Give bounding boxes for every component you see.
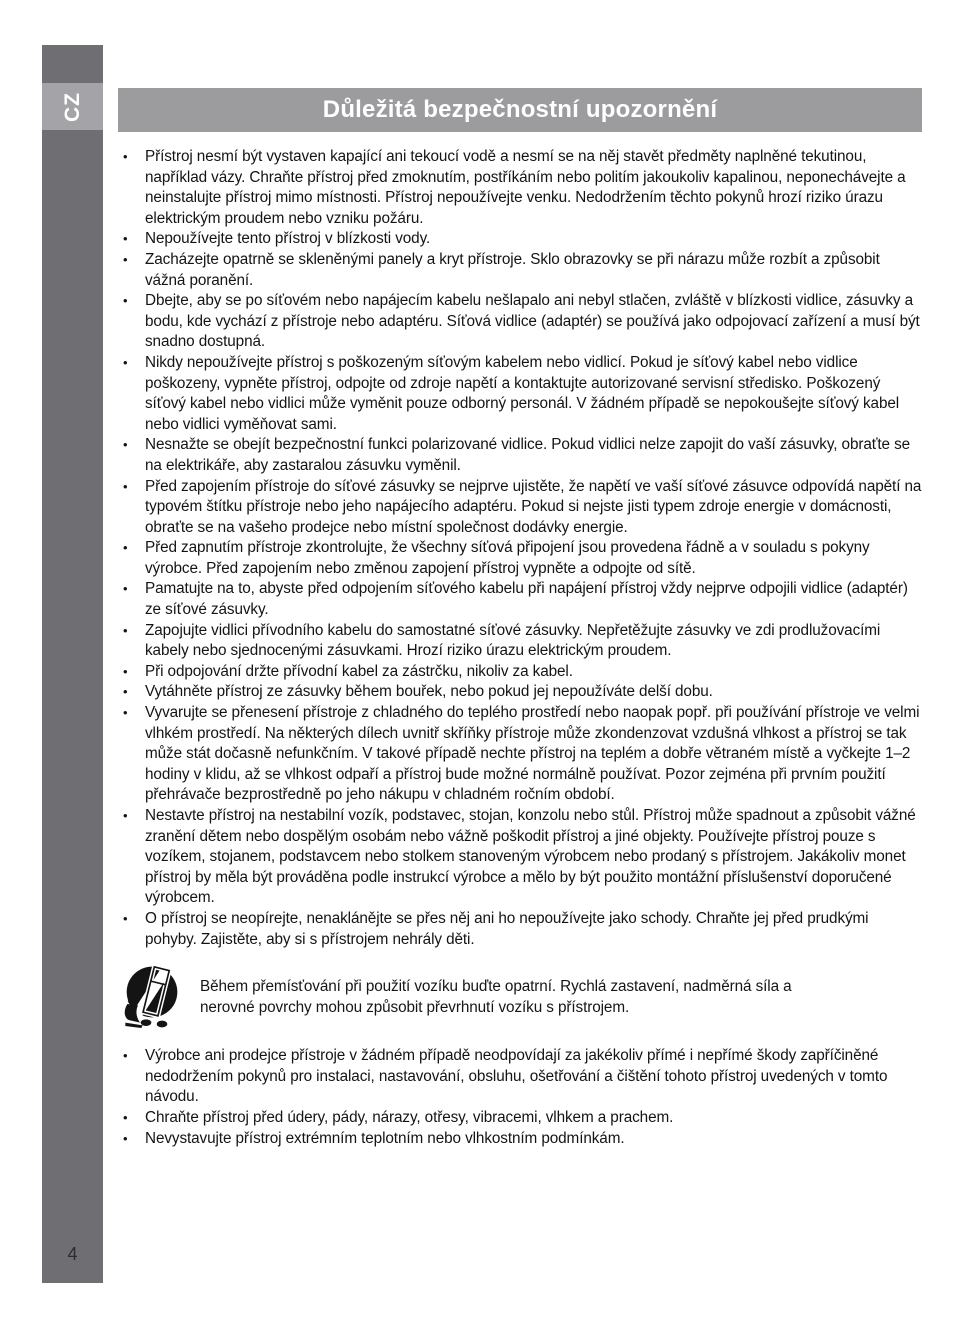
list-item (118, 909, 922, 950)
cart-tip-warning-icon (118, 962, 200, 1033)
bullet-marker: • (123, 437, 128, 453)
bullet-text: Vyvarujte se přenesení přístroje z chladného do teplého prostředí nebo naopak popř. při používání přístroje ve velmi vlhkém prostředí. Na některých dílech uvnitř skříňky přístroje může zkondenzovat vzdušná vlhkost a přístroj se tak může stát dočasně nefunkčním. V takové případě nechte přístroj na teplém a dobře větraném místě a vyčkejte 1–2 hodiny v klidu, až se vlhkost odpaří a přístroj bude možné normálně používat. Pozor zejména při prvním použití přehrávače bezprostředně po jeho nákupu v chladném ročním období. (145, 704, 920, 804)
list-item (118, 682, 922, 703)
safety-bullet-list-bottom (118, 1046, 922, 1149)
list-item (118, 621, 922, 662)
bullet-marker: • (123, 663, 128, 679)
bullet-text: Vytáhněte přístroj ze zásuvky během bouřek, nebo pokud jej nepoužíváte delší dobu. (145, 683, 713, 701)
bullet-marker: • (123, 684, 128, 700)
bullet-marker: • (123, 293, 128, 309)
bullet-marker: • (123, 149, 128, 164)
list-item (118, 435, 922, 476)
list-item (118, 703, 922, 806)
bullet-text: Nesnažte se obejít bezpečnostní funkci polarizované vidlice. Pokud vidlici nelze zapojit do vaší zásuvky, obraťte se na elektrikáře, aby zastaralou zásuvku vyměnil. (145, 436, 911, 474)
language-tab (42, 83, 103, 130)
bullet-text: Nevystavujte přístroj extrémním teplotním nebo vlhkostním podmínkám. (145, 1129, 625, 1147)
safety-bullet-list-top (118, 147, 922, 950)
bullet-marker: • (123, 251, 128, 267)
bullet-text: Výrobce ani prodejce přístroje v žádném případě neodpovídají za jakékoliv přímé i nepřímé škody zapříčiněné nedodržením pokynů pro instalaci, nastavování, obsluhu, ošetřování a čištění tohoto přístroj uvedených v tomto návodu. (145, 1047, 888, 1106)
bullet-marker: • (123, 1048, 128, 1064)
bullet-text: Při odpojování držte přívodní kabel za zástrčku, nikoliv za kabel. (145, 662, 573, 680)
bullet-text: Zapojujte vidlici přívodního kabelu do samostatné síťové zásuvky. Nepřetěžujte zásuvky ve zdi prodlužovacími kabely nebo sjednocenými zásuvkami. Hrozí riziko úrazu elektrickým proudem. (145, 621, 881, 660)
page-title: Důležitá bezpečnostní upozornění (322, 96, 718, 123)
bullet-text: Nikdy nepoužívejte přístroj s poškozeným síťovým kabelem nebo vidlicí. Pokud je síťový kabel nebo vidlice poškozeny, vypněte přístroj, odpojte od zdroje napětí a kontaktujte autorizované servisní středisko. Poškozený síťový kabel nebo vidlici může vyměnit pouze odborný personál. V žádném případě se nepokoušejte síťový kabel nebo vidlici vyměňovat sami. (145, 353, 900, 433)
section-header-bar (118, 88, 922, 132)
bullet-marker: • (123, 540, 128, 556)
bullet-marker: • (123, 354, 128, 370)
bullet-marker: • (123, 1130, 128, 1146)
bullet-marker: • (123, 581, 128, 597)
list-item (118, 291, 922, 353)
bullet-text: Pamatujte na to, abyste před odpojením síťového kabelu při napájení přístroj vždy nejprve odpojili vidlice (adaptér) ze síťové zásuvky. (145, 580, 908, 619)
language-tab-label: CZ (60, 91, 84, 122)
list-item (118, 353, 922, 435)
list-item (118, 1046, 922, 1108)
bullet-text: Před zapnutím přístroje zkontrolujte, že všechny síťová připojení jsou provedena řádně a v souladu s pokyny výrobce. Před zapojením nebo změnou zapojení přístroj vypněte a odpojte od sítě. (145, 539, 870, 577)
bullet-text: Nepoužívejte tento přístroj v blízkosti vody. (145, 230, 431, 248)
list-item (118, 1129, 922, 1150)
bullet-text: Přístroj nesmí být vystaven kapající ani tekoucí vodě a nesmí se na něj stavět předměty naplněné tekutinou, například vázy. Chraňte přístroj před zmoknutím, postříkáním nebo politím jakoukoliv kapalinou, neponechávejte a neinstalujte přístroj mimo místnosti. Přístroj nepoužívejte venku. Nedodržením těchto pokynů hrozí riziko úrazu elektrickým proudem nebo vzniku požáru. (145, 148, 906, 227)
cart-warning-note (118, 962, 922, 1033)
bullet-text: Dbejte, aby se po síťovém nebo napájecím kabelu nešlapalo ani nebyl stlačen, zvláště v blízkosti vidlice, zásuvky a bodu, kde vychází z přístroje nebo adaptéru. Síťová vidlice (adaptér) se používá jako odpojovací zařízení a musí být snadno dostupná. (145, 292, 920, 351)
list-item (118, 1108, 922, 1129)
bullet-marker: • (123, 705, 128, 721)
list-item (118, 662, 922, 683)
bullet-marker: • (123, 808, 128, 823)
bullet-text: Před zapojením přístroje do síťové zásuvky se nejprve ujistěte, že napětí ve vaší síťové zásuvce odpovídá napětí na typovém štítku přístroje nebo jeho napájecího adaptéru. Pokud si nejste jisti typem zdroje energie v domácnosti, obraťte se na vašeho prodejce nebo místní společnost dodávky energie. (145, 477, 922, 536)
bullet-text: Chraňte přístroj před údery, pády, nárazy, otřesy, vibracemi, vlhkem a prachem. (145, 1108, 674, 1126)
bullet-text: Nestavte přístroj na nestabilní vozík, podstavec, stojan, konzolu nebo stůl. Přístroj může spadnout a způsobit vážné zranění dětem nebo dospělým osobám nebo vážně poškodit přístroj a jiné objekty. Používejte přístroj pouze s vozíkem, stojanem, podstavcem nebo stolkem stanoveným výrobcem nebo prodaný s přístrojem. Jakákoliv monet přístroj by měla být prováděna podle instrukcí výrobce a mělo by být použito montážní příslušenství doporučené výrobcem. (145, 807, 916, 907)
list-item (118, 538, 922, 579)
main-content (118, 88, 922, 1149)
list-item (118, 806, 922, 909)
list-item (118, 147, 922, 229)
bullet-marker: • (123, 622, 128, 638)
list-item (118, 229, 922, 250)
cart-warning-text: Během přemísťování při použití vozíku buďte opatrní. Rychlá zastavení, nadměrná síla a nerovné povrchy mohou způsobit převrhnutí vozíku s přístrojem. (200, 978, 792, 1016)
bullet-marker: • (123, 231, 128, 247)
bullet-text: O přístroj se neopírejte, nenaklánějte se přes něj ani ho nepoužívejte jako schody. Chraňte jej před prudkými pohyby. Zajistěte, aby si s přístrojem nehrály děti. (145, 909, 869, 948)
list-item (118, 477, 922, 539)
language-sidebar (42, 45, 103, 1283)
bullet-marker: • (123, 478, 128, 494)
bullet-marker: • (123, 1109, 128, 1125)
bullet-text: Zacházejte opatrně se skleněnými panely a kryt přístroje. Sklo obrazovky se při nárazu může rozbít a způsobit vážná poranění. (145, 250, 880, 289)
bullet-marker: • (123, 910, 128, 926)
page-number: 4 (67, 1244, 78, 1264)
list-item (118, 579, 922, 620)
list-item (118, 250, 922, 291)
